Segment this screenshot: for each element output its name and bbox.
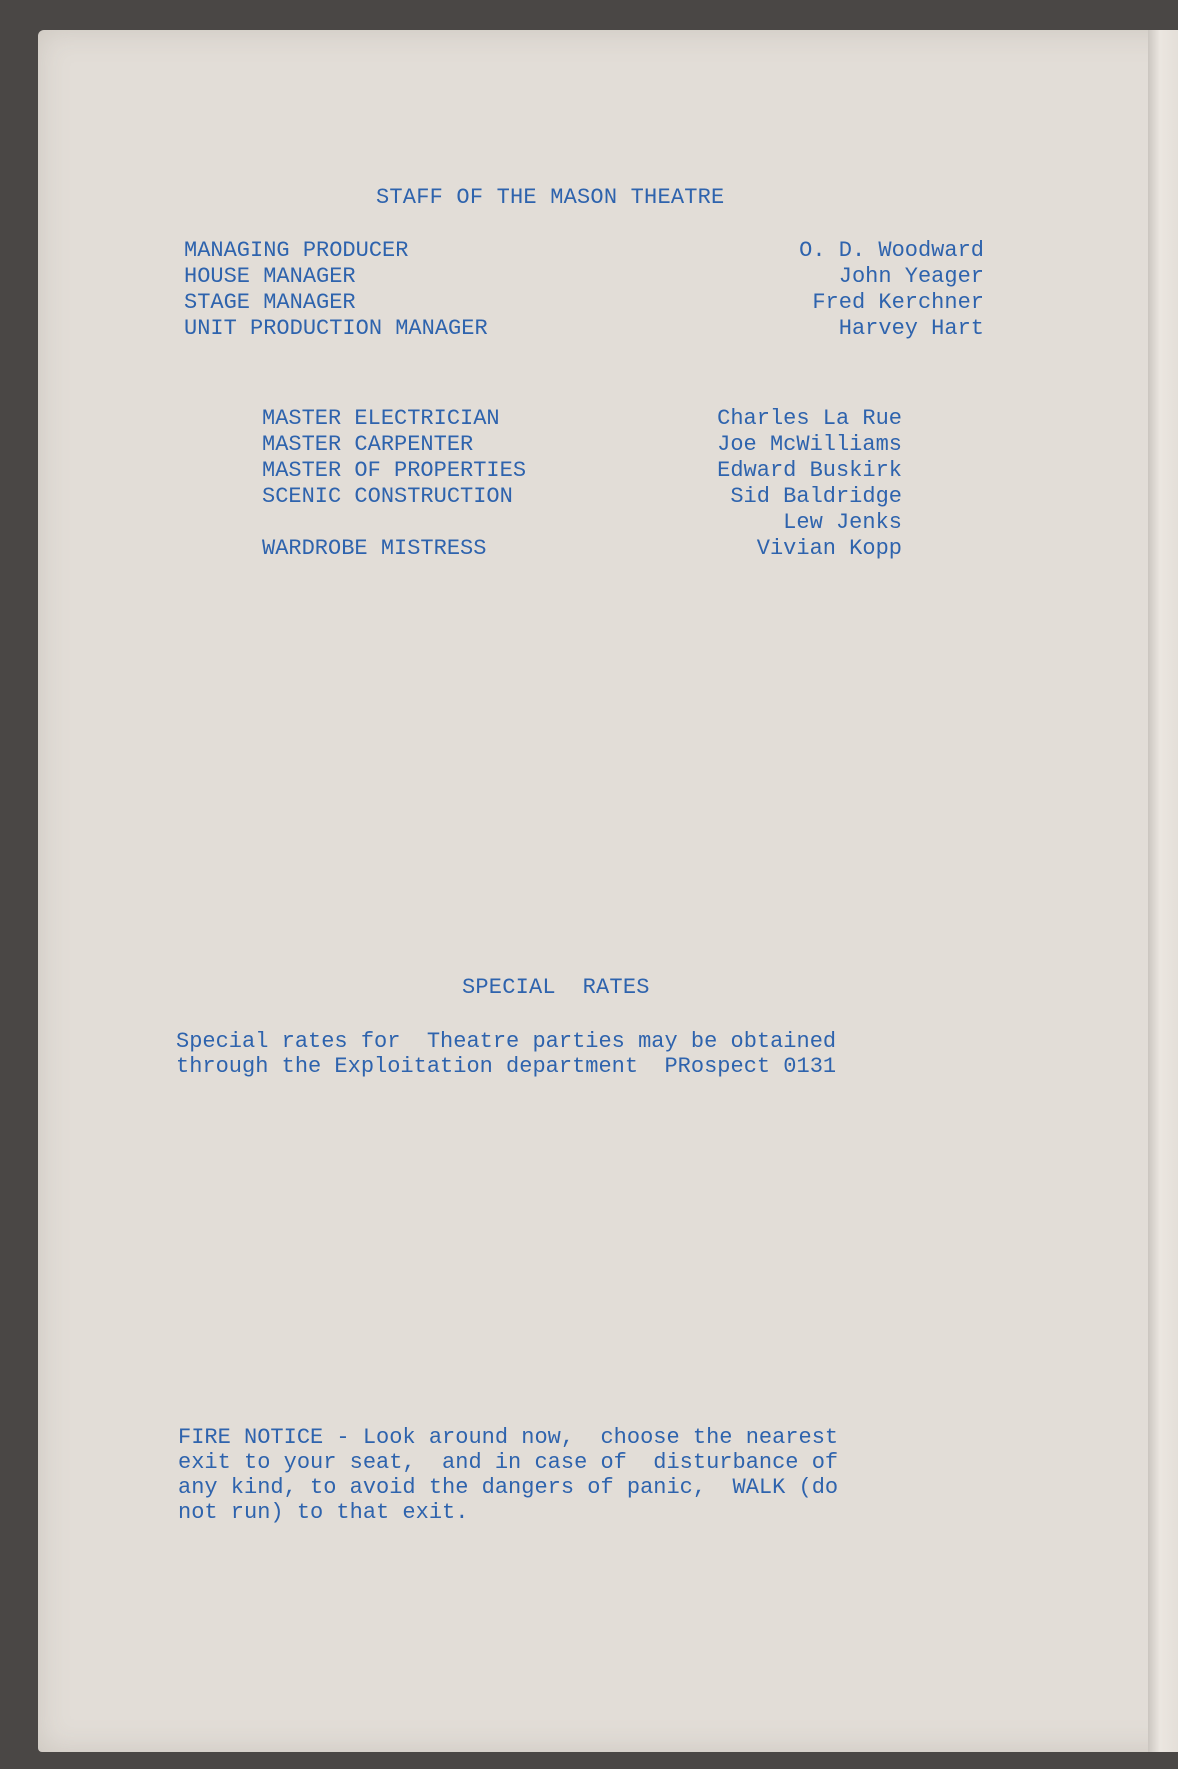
staff-role: HOUSE MANAGER <box>184 264 356 289</box>
crew-role: SCENIC CONSTRUCTION <box>262 484 513 509</box>
crew-name: Sid Baldridge <box>730 484 902 509</box>
fire-notice-text: FIRE NOTICE - Look around now, choose the nearest exit to your seat, and in case of disturbance of any kind, to avoid the dangers of panic, WALK (do not run) to that exit. <box>178 1425 839 1525</box>
crew-row <box>262 510 902 536</box>
crew-row <box>262 536 902 562</box>
staff-row <box>184 316 984 342</box>
staff-row <box>184 238 984 264</box>
page-fold-edge <box>1148 30 1178 1752</box>
crew-name: Vivian Kopp <box>756 536 902 561</box>
crew-name: Edward Buskirk <box>717 458 902 483</box>
crew-role: MASTER OF PROPERTIES <box>262 458 527 483</box>
crew-row <box>262 458 902 484</box>
special-rates-text: Special rates for Theatre parties may be obtained through the Exploitation department PRospect 0131 <box>176 1029 837 1079</box>
staff-row <box>184 264 984 290</box>
crew-role: WARDROBE MISTRESS <box>262 536 487 561</box>
crew-name: Lew Jenks <box>783 510 902 535</box>
staff-name: Harvey Hart <box>838 316 984 341</box>
crew-row <box>262 484 902 510</box>
staff-name: O. D. Woodward <box>799 238 984 263</box>
staff-role: UNIT PRODUCTION MANAGER <box>184 316 488 341</box>
crew-name: Charles La Rue <box>717 406 902 431</box>
special-rates-heading: SPECIAL RATES <box>462 975 650 1000</box>
staff-heading: STAFF OF THE MASON THEATRE <box>376 185 725 210</box>
crew-row <box>262 406 902 432</box>
staff-name: Fred Kerchner <box>812 290 984 315</box>
crew-row <box>262 432 902 458</box>
staff-list <box>184 238 984 342</box>
crew-role: MASTER CARPENTER <box>262 432 474 457</box>
staff-row <box>184 290 984 316</box>
crew-role: MASTER ELECTRICIAN <box>262 406 500 431</box>
crew-name: Joe McWilliams <box>717 432 902 457</box>
staff-role: STAGE MANAGER <box>184 290 356 315</box>
crew-list <box>262 406 902 562</box>
staff-name: John Yeager <box>838 264 984 289</box>
staff-role: MANAGING PRODUCER <box>184 238 409 263</box>
